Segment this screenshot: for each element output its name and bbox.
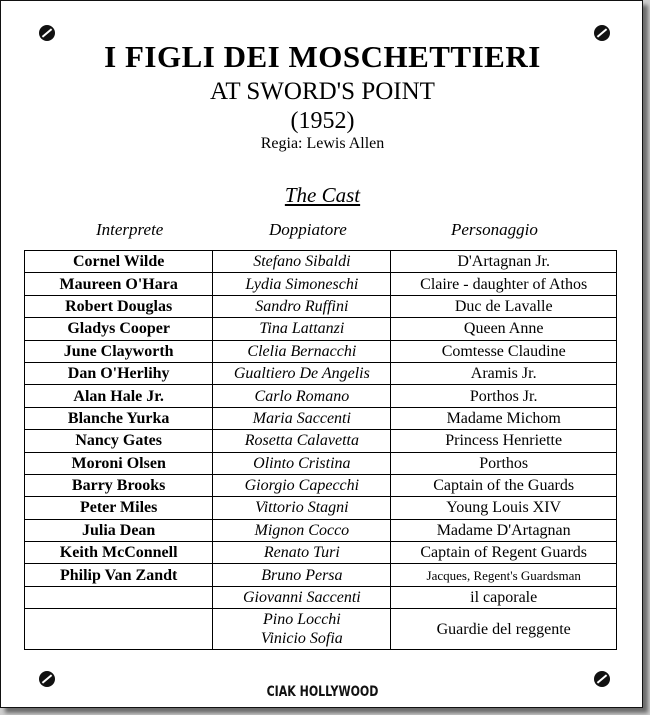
table-row	[25, 273, 617, 295]
table-row	[25, 519, 617, 541]
actor-cell: Nancy Gates	[25, 430, 213, 452]
table-row	[25, 430, 617, 452]
actor-cell	[25, 609, 213, 650]
character-cell: Captain of the Guards	[391, 474, 617, 496]
dubber-cell: Renato Turi	[213, 542, 391, 564]
dubber-cell: Giovanni Saccenti	[213, 586, 391, 608]
actor-cell: Philip Van Zandt	[25, 564, 213, 586]
table-row	[25, 362, 617, 384]
actor-cell: Robert Douglas	[25, 295, 213, 317]
actor-cell: Maureen O'Hara	[25, 273, 213, 295]
table-row	[25, 251, 617, 273]
table-row	[25, 564, 617, 586]
dubber-cell: Mignon Cocco	[213, 519, 391, 541]
table-row	[25, 586, 617, 608]
column-header-actor: Interprete	[96, 220, 164, 239]
actor-cell: Barry Brooks	[25, 474, 213, 496]
dubber-cell: Maria Saccenti	[213, 407, 391, 429]
actor-cell: Alan Hale Jr.	[25, 385, 213, 407]
character-cell: il caporale	[391, 586, 617, 608]
film-subtitle: AT SWORD'S POINT	[210, 78, 435, 105]
character-cell: Claire - daughter of Athos	[391, 273, 617, 295]
character-cell: Porthos Jr.	[391, 385, 617, 407]
ciak-hollywood-logo: CIAK HOLLYWOOD	[266, 683, 379, 700]
dubber-cell: Lydia Simoneschi	[213, 273, 391, 295]
dubber-cell: Stefano Sibaldi	[213, 251, 391, 273]
character-cell: Princess Henriette	[391, 430, 617, 452]
table-row	[25, 407, 617, 429]
column-header-dubber: Doppiatore	[269, 220, 347, 239]
table-row	[25, 340, 617, 362]
character-cell: Young Louis XIV	[391, 497, 617, 519]
character-cell: Duc de Lavalle	[391, 295, 617, 317]
table-row	[25, 318, 617, 340]
column-header-character: Personaggio	[451, 220, 538, 239]
dubber-cell: Rosetta Calavetta	[213, 430, 391, 452]
actor-cell: Keith McConnell	[25, 542, 213, 564]
character-cell: Guardie del reggente	[391, 609, 617, 650]
actor-cell: Gladys Cooper	[25, 318, 213, 340]
dubber-name: Pino Locchi	[262, 611, 341, 629]
character-cell: Queen Anne	[391, 318, 617, 340]
table-row	[25, 609, 617, 650]
actor-cell: Dan O'Herlihy	[25, 362, 213, 384]
dubber-cell: Bruno Persa	[213, 564, 391, 586]
character-cell: Comtesse Claudine	[391, 340, 617, 362]
dubber-cell: Vittorio Stagni	[213, 497, 391, 519]
dubber-cell: Sandro Ruffini	[213, 295, 391, 317]
table-row	[25, 474, 617, 496]
dubber-cell: Carlo Romano	[213, 385, 391, 407]
table-row	[25, 452, 617, 474]
actor-cell: Cornel Wilde	[25, 251, 213, 273]
character-cell: Madame Michom	[391, 407, 617, 429]
cast-table	[24, 250, 617, 650]
character-cell: Aramis Jr.	[391, 362, 617, 384]
cast-heading: The Cast	[284, 183, 361, 207]
dubber-cell	[213, 609, 391, 650]
actor-cell: Moroni Olsen	[25, 452, 213, 474]
actor-cell: Blanche Yurka	[25, 407, 213, 429]
character-cell: Porthos	[391, 452, 617, 474]
character-cell: Jacques, Regent's Guardsman	[391, 564, 617, 586]
dubber-cell: Tina Lattanzi	[213, 318, 391, 340]
character-cell: Captain of Regent Guards	[391, 542, 617, 564]
dubber-cell: Gualtiero De Angelis	[213, 362, 391, 384]
character-cell: Madame D'Artagnan	[391, 519, 617, 541]
film-year: (1952)	[290, 108, 355, 134]
table-row	[25, 295, 617, 317]
character-cell: D'Artagnan Jr.	[391, 251, 617, 273]
dubber-cell: Clelia Bernacchi	[213, 340, 391, 362]
table-row	[25, 385, 617, 407]
table-row	[25, 542, 617, 564]
film-title: I FIGLI DEI MOSCHETTIERI	[104, 39, 541, 74]
dubber-cell: Olinto Cristina	[213, 452, 391, 474]
actor-cell: June Clayworth	[25, 340, 213, 362]
actor-cell	[25, 586, 213, 608]
actor-cell: Peter Miles	[25, 497, 213, 519]
director-credit: Regia: Lewis Allen	[260, 135, 385, 152]
table-row	[25, 497, 617, 519]
dubber-cell: Giorgio Capecchi	[213, 474, 391, 496]
actor-cell: Julia Dean	[25, 519, 213, 541]
dubber-name: Vinicio Sofia	[260, 630, 343, 648]
